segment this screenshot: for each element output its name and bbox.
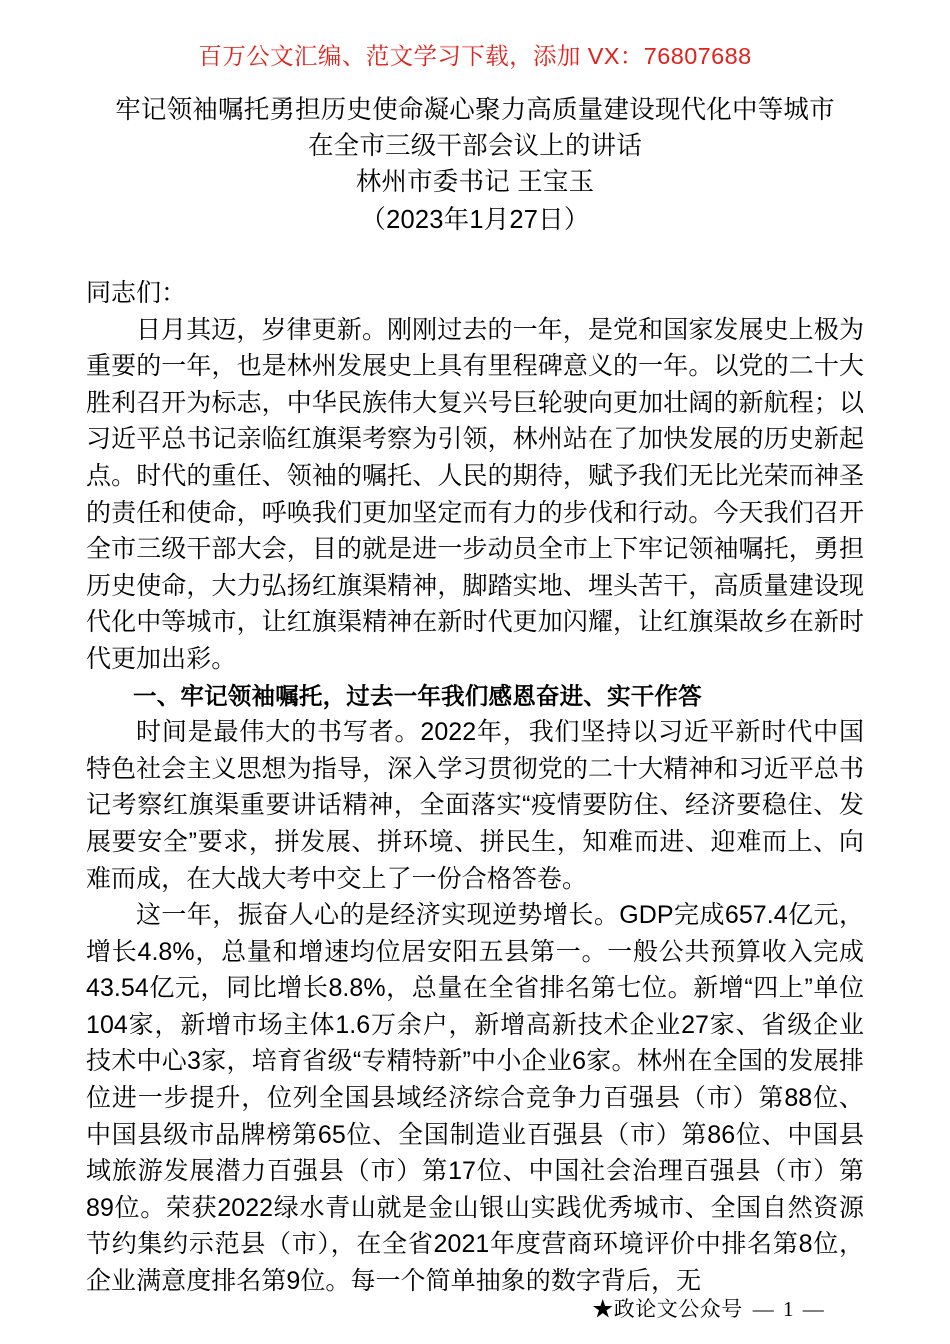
page-number: — 1 —	[752, 1297, 826, 1321]
title-block	[0, 92, 950, 238]
footer-watermark: ★政论文公众号	[592, 1297, 743, 1321]
document-body	[86, 275, 864, 1300]
document-subtitle: 在全市三级干部会议上的讲话	[307, 132, 643, 160]
promo-header-text: 百万公文汇编、范文学习下载，添加 VX：76807688	[198, 43, 752, 69]
paragraph-2: 时间是最伟大的书写者。2022年，我们坚持以习近平新时代中国特色社会主义思想为指导，深入学习贯彻党的二十大精神和习近平总书记考察红旗渠重要讲话精神，全面落实“疫情要防住、经济要稳住、发展要安全”要求，拼发展、拼环境、拼民生，知难而进、迎难而上、向难而成，在大战大考中交上了一份合格答卷。	[86, 718, 864, 893]
section-heading-1: 一、牢记领袖嘱托，过去一年我们感恩奋进、实干作答	[133, 682, 702, 709]
document-author: 林州市委书记 王宝玉	[355, 168, 595, 196]
page-footer	[0, 1296, 950, 1322]
paragraph-3: 这一年，振奋人心的是经济实现逆势增长。GDP完成657.4亿元，增长4.8%，总量和增速均位居安阳五县第一。一般公共预算收入完成43.54亿元，同比增长8.8%，总量在全省排名第七位。新增“四上”单位104家，新增市场主体1.6万余户，新增高新技术企业27家、省级企业技术中心3家，培育省级“专精特新”中小企业6家。林州在全国的发展排位进一步提升，位列全国县域经济综合竞争力百强县（市）第88位、中国县级市品牌榜第65位、全国制造业百强县（市）第86位、中国县域旅游发展潜力百强县（市）第17位、中国社会治理百强县（市）第89位。荣获2022绿水青山就是金山银山实践优秀城市、全国自然资源节约集约示范县（市），在全省2021年度营商环境评价中排名第8位，企业满意度排名第9位。每一个简单抽象的数字背后，无	[86, 901, 864, 1296]
paragraph-1: 日月其迈，岁律更新。刚刚过去的一年，是党和国家发展史上极为重要的一年，也是林州发展史上具有里程碑意义的一年。以党的二十大胜利召开为标志，中华民族伟大复兴号巨轮驶向更加壮阔的新航程；以习近平总书记亲临红旗渠考察为引领，林州站在了加快发展的历史新起点。时代的重任、领袖的嘱托、人民的期待，赋予我们无比光荣而神圣的责任和使命，呼唤我们更加坚定而有力的步伐和行动。今天我们召开全市三级干部大会，目的就是进一步动员全市上下牢记领袖嘱托，勇担历史使命，大力弘扬红旗渠精神，脚踏实地、埋头苦干，高质量建设现代化中等城市，让红旗渠精神在新时代更加闪耀，让红旗渠故乡在新时代更加出彩。	[86, 315, 864, 673]
salutation: 同志们：	[86, 279, 187, 307]
document-date: （2023年1月27日）	[360, 206, 590, 234]
document-title: 牢记领袖嘱托勇担历史使命凝心聚力高质量建设现代化中等城市	[115, 96, 835, 124]
footer-inner	[592, 1296, 826, 1322]
